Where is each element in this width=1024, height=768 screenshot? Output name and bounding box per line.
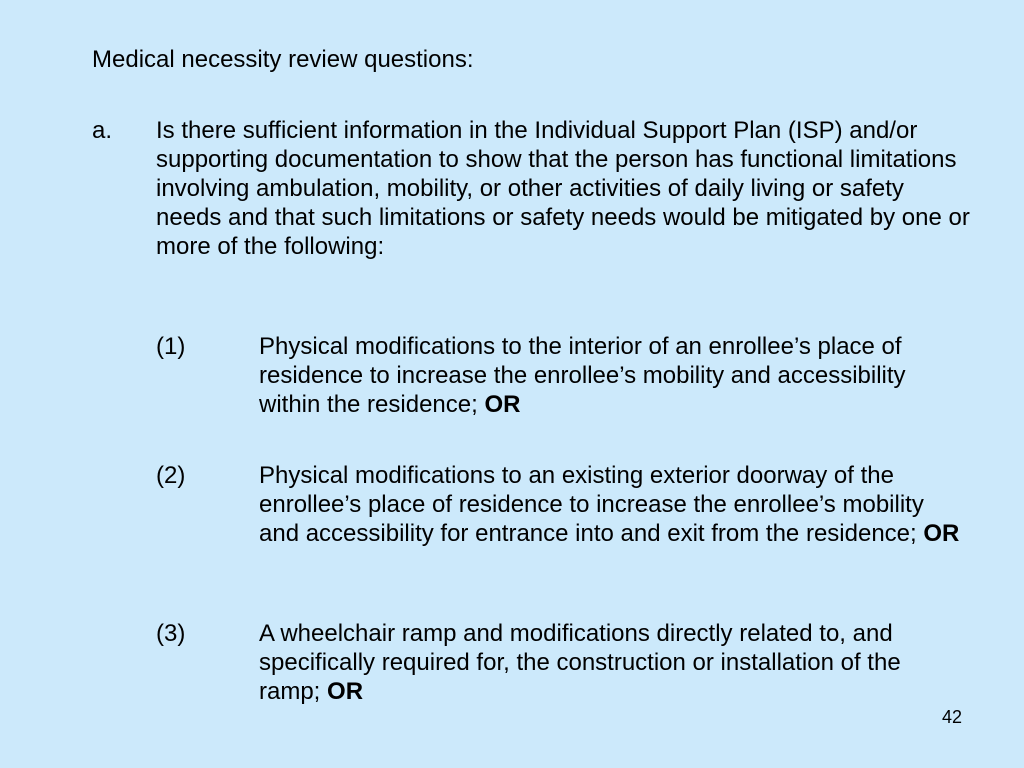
question-text: Is there sufficient information in the Individual Support Plan (ISP) and/or supporting documentation to show that the person has functional limitations involving ambulation, mobility, or other activities of daily living or safety needs and that such limitations or safety needs would be mitigated by one or more of the following: [156,117,970,260]
or-emphasis: OR [484,391,521,418]
list-item-marker: (3) [156,620,186,647]
or-emphasis: OR [923,520,960,547]
list-item-marker: (2) [156,462,186,489]
slide-heading: Medical necessity review questions: [92,46,474,73]
list-item-text: A wheelchair ramp and modifications directly related to, and specifically required for, the construction or installation of the ramp; [259,620,901,705]
or-emphasis: OR [327,678,364,705]
list-item-2 [156,461,966,548]
list-item-body [259,461,966,548]
list-item-marker: (1) [156,333,186,360]
question-a [92,116,972,261]
list-item-body [259,619,966,706]
list-item-1 [156,332,966,419]
list-item-text: Physical modifications to an existing exterior doorway of the enrollee’s place of residence to increase the enrollee’s mobility and accessibility for entrance into and exit from the residence; [259,462,924,547]
list-item-body [259,332,966,419]
list-item-text: Physical modifications to the interior of an enrollee’s place of residence to increase the enrollee’s mobility and accessibility within the residence; [259,333,906,418]
list-item-3 [156,619,966,706]
page-number: 42 [941,707,962,727]
question-marker: a. [92,117,113,144]
